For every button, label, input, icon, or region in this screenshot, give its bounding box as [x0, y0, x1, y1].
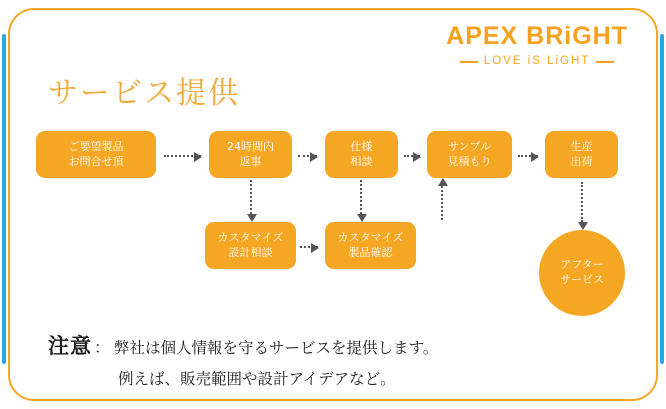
flow-node-reply24h-line1: 24時間内 — [227, 139, 274, 153]
arrow-spec-to-sample — [404, 155, 420, 159]
flow-node-custom-check-line2: 製品確認 — [348, 245, 393, 259]
arrow-sample-to-production — [518, 155, 538, 159]
flow-node-spec-line1: 仕様 — [350, 139, 373, 153]
flow-node-request — [36, 131, 156, 178]
note-text-line1: 弊社は個人情報を守るサービスを提供します。 — [114, 339, 439, 357]
flow-node-spec-line2: 相談 — [350, 154, 373, 168]
arrow-reply-to-spec — [298, 155, 317, 159]
flow-node-production — [545, 131, 618, 178]
flow-node-custom-design-line1: カスタマイズ — [217, 230, 284, 244]
right-accent-bar — [660, 34, 664, 364]
flow-node-after-service — [539, 230, 625, 316]
note-colon: ： — [94, 338, 111, 357]
flow-node-sample-quote — [427, 131, 512, 178]
tagline-dash-left — [460, 61, 478, 63]
flow-node-reply24h — [209, 131, 292, 178]
note-first-line — [48, 330, 438, 360]
arrow-customcheck-to-sample — [441, 186, 445, 220]
left-accent-bar — [2, 34, 6, 364]
flow-node-production-line1: 生産 — [570, 139, 593, 153]
flow-node-custom-design-line2: 設計相談 — [228, 245, 273, 259]
arrow-customdesign-to-customcheck — [300, 246, 318, 250]
arrow-production-to-after — [581, 182, 585, 222]
page-title: サービス提供 — [48, 76, 240, 111]
flow-node-production-line2: 出荷 — [570, 154, 593, 168]
flow-node-reply24h-line2: 返事 — [239, 154, 262, 168]
arrow-reply-to-customdesign — [250, 180, 254, 214]
brand-name: APEX BRiGHT — [446, 22, 628, 50]
flow-node-after-service-line2: サービス — [560, 273, 604, 286]
flow-node-request-line1: ご要望製品 — [68, 139, 124, 153]
brand-logo — [446, 24, 628, 68]
brand-tagline-text: LOVE iS LiGHT — [483, 55, 591, 67]
arrow-request-to-reply — [164, 155, 201, 159]
flow-node-custom-design — [205, 222, 296, 269]
note-text-line2: 例えば、販売範囲や設計アイデアなど。 — [118, 370, 396, 388]
flow-node-spec — [325, 131, 398, 178]
note-label: 注意 — [48, 334, 92, 358]
tagline-dash-right — [596, 61, 614, 63]
flow-node-request-line2: お問合せ頂 — [68, 154, 124, 168]
flow-node-after-service-line1: アフター — [560, 258, 604, 272]
flow-node-custom-check — [325, 222, 416, 269]
flow-node-sample-quote-line2: 見積もり — [447, 154, 492, 168]
flow-node-sample-quote-line1: サンプル — [447, 139, 491, 153]
brand-tagline — [446, 56, 628, 68]
note-block — [48, 330, 438, 389]
flow-node-custom-check-line1: カスタマイズ — [337, 230, 404, 244]
arrow-spec-to-customcheck — [360, 180, 364, 214]
